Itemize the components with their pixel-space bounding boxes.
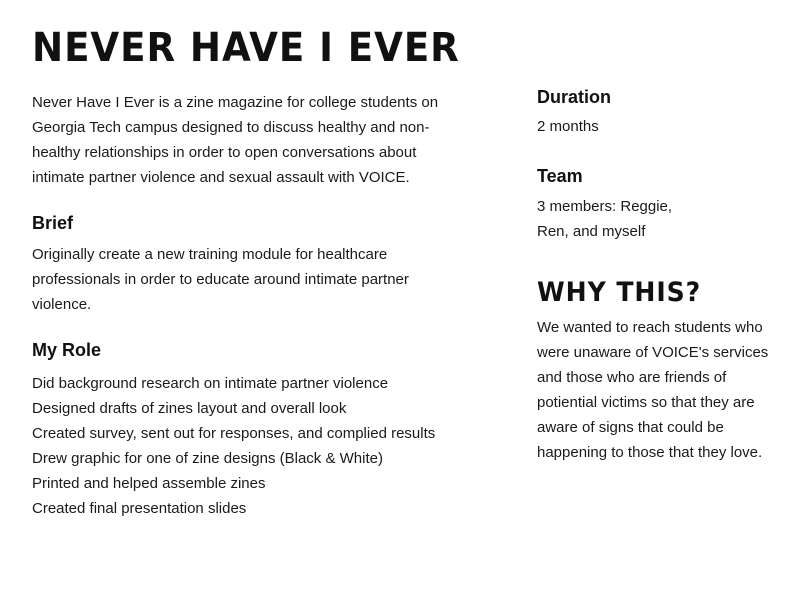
brief-paragraph: Originally create a new training module for healthcare professionals in order to educate around intimate partner violence.	[32, 246, 409, 313]
team-line: 3 members: Reggie,	[537, 198, 673, 215]
role-heading: My Role	[32, 340, 102, 360]
intro-paragraph: Never Have I Ever is a zine magazine for college students on Georgia Tech campus designed to discuss healthy and non-healthy relationships in order to open conversations about intimate partner violence and sexual assault with VOICE.	[32, 94, 439, 186]
role-item: Created survey, sent out for responses, and complied results	[32, 425, 436, 442]
why-heading: WHY THIS?	[537, 277, 702, 308]
duration-value: 2 months	[537, 118, 599, 135]
role-item: Designed drafts of zines layout and overall look	[32, 400, 347, 417]
role-item: Created final presentation slides	[32, 500, 247, 517]
role-item: Did background research on intimate partner violence	[32, 375, 389, 392]
duration-heading: Duration	[537, 87, 611, 107]
role-item: Printed and helped assemble zines	[32, 475, 266, 492]
team-lines	[537, 194, 782, 244]
role-item: Drew graphic for one of zine designs (Black & White)	[32, 450, 383, 467]
role-list	[32, 371, 472, 521]
brief-heading: Brief	[32, 213, 74, 233]
page-title: NEVER HAVE I EVER	[32, 25, 460, 71]
right-column	[537, 84, 782, 244]
left-column	[32, 90, 472, 521]
team-line: Ren, and myself	[537, 223, 646, 240]
team-heading: Team	[537, 166, 583, 186]
why-paragraph: We wanted to reach students who were unaware of VOICE's services and those who are friends of potiential victims so that they are aware of signs that could be happening to those that they love.	[537, 319, 769, 461]
